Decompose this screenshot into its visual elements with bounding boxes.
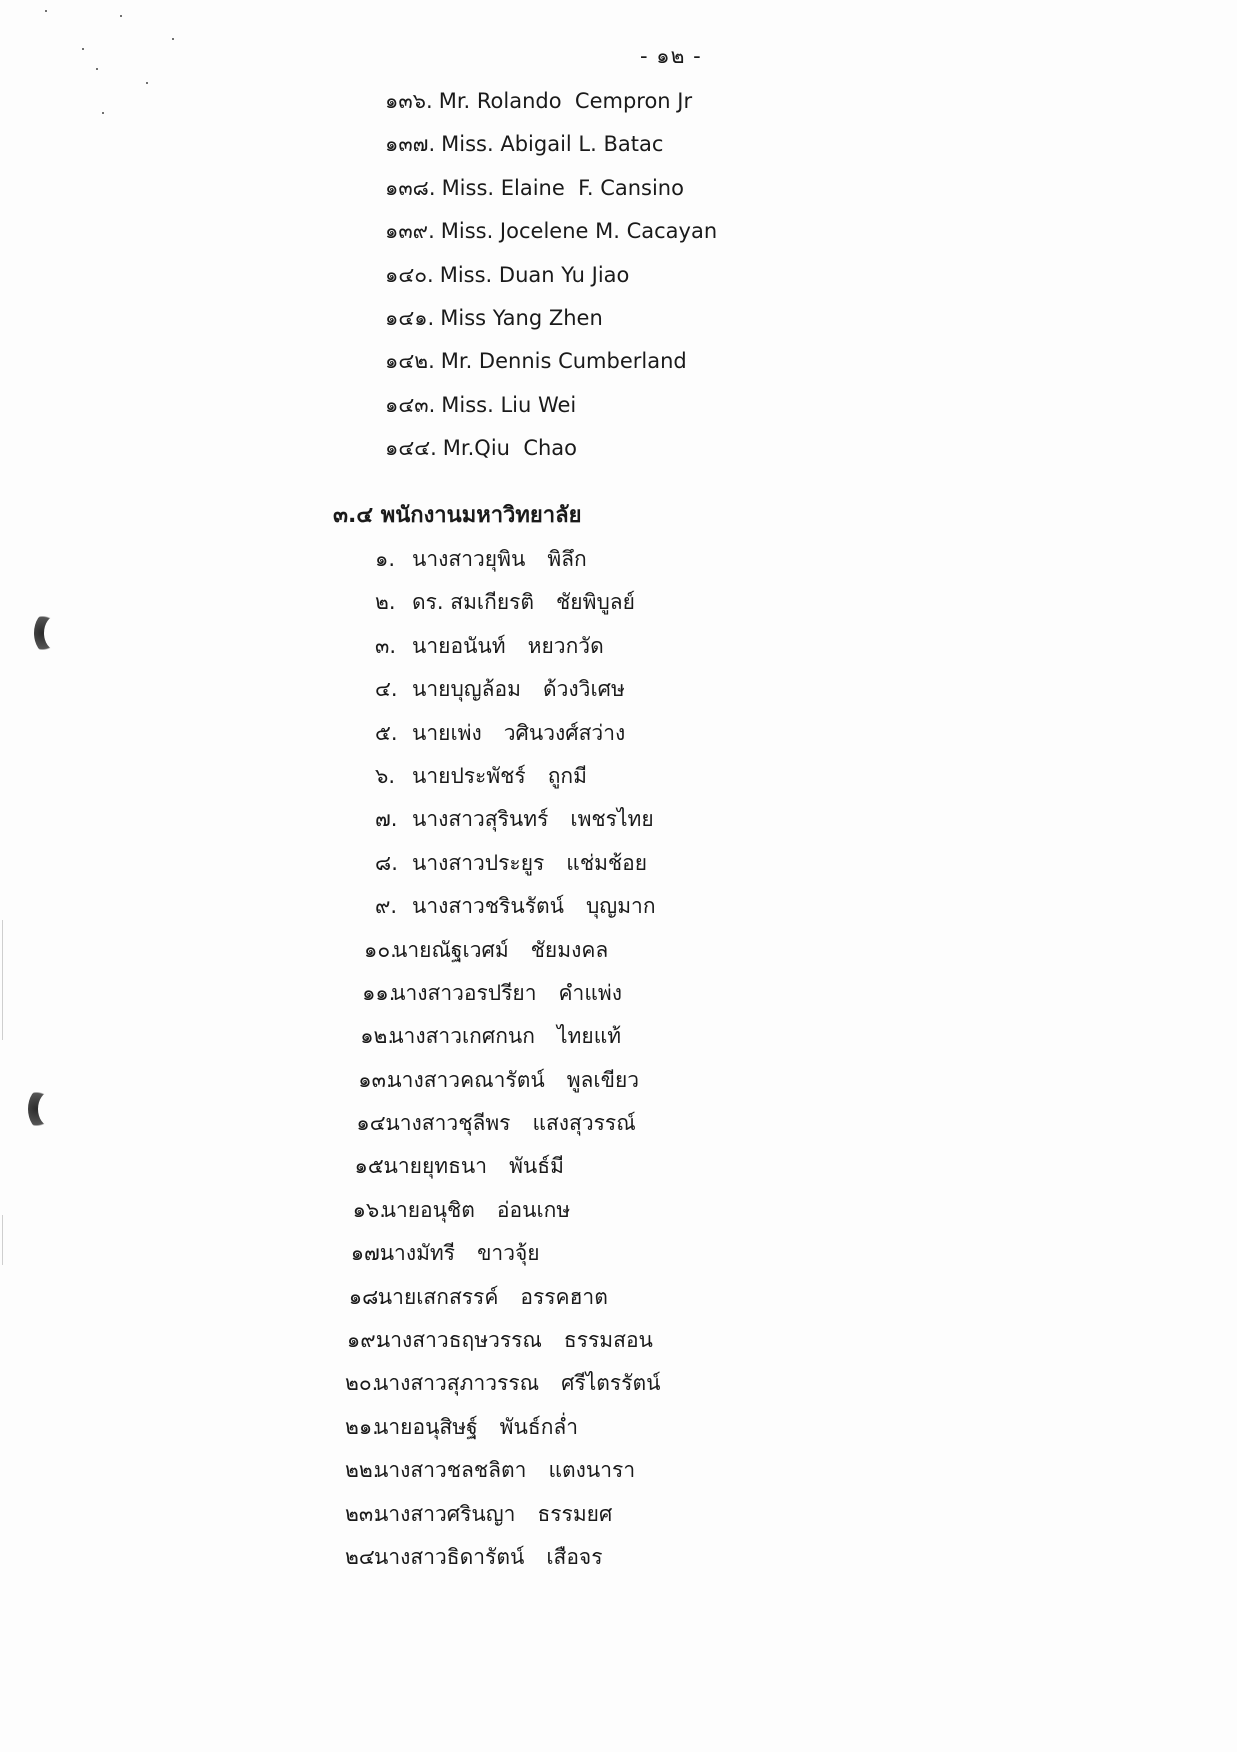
list-item <box>385 210 717 253</box>
list-item <box>385 340 717 383</box>
person-name <box>378 1276 608 1319</box>
person-name: Mr. Dennis Cumberland <box>440 349 687 374</box>
item-number: ๑๕. <box>354 1154 391 1179</box>
given-name: นางมัทรี <box>379 1241 456 1266</box>
given-name: นายบุญล้อม <box>412 677 521 702</box>
item-number: ๗. <box>375 807 398 832</box>
item-number: ๑๓. <box>358 1067 393 1092</box>
item-number: ๑๔๑. <box>385 305 435 330</box>
person-name <box>412 755 587 798</box>
family-name: เสือจร <box>546 1544 603 1569</box>
given-name: นายเสกสรรค์ <box>377 1284 499 1309</box>
person-name <box>384 1145 564 1188</box>
family-name: ธรรมสอน <box>563 1328 653 1353</box>
person-name <box>412 581 635 624</box>
item-number: ๑๓๘. <box>385 175 436 200</box>
item-number: ๓. <box>375 633 397 658</box>
scan-speck <box>82 48 84 50</box>
list-item <box>385 254 717 297</box>
family-name: ขาวจุ้ย <box>477 1241 540 1266</box>
item-number: ๑๔๐. <box>385 262 434 287</box>
family-name: ไทยแท้ <box>557 1024 622 1049</box>
given-name: นางสาวศรินญา <box>374 1501 516 1526</box>
given-name: นางสาวยุพิน <box>412 547 526 571</box>
scan-speck <box>172 38 174 40</box>
person-name: Mr. Rolando Cempron Jr <box>438 89 693 113</box>
list-item <box>385 167 717 210</box>
family-name: ศรีไตรรัตน์ <box>561 1371 661 1396</box>
item-number: ๒. <box>375 590 396 615</box>
person-name <box>412 798 654 841</box>
given-name: นางสาวชุลีพร <box>385 1111 511 1136</box>
item-number: ๒๑. <box>345 1414 379 1439</box>
item-number: ๔. <box>375 677 398 702</box>
scan-speck <box>120 15 122 17</box>
person-name <box>387 1059 639 1102</box>
scan-edge-line <box>2 920 3 1040</box>
item-number: ๑๔๔. <box>385 436 437 461</box>
given-name: นางสาวชลชลิตา <box>374 1458 527 1483</box>
item-number: ๒๐. <box>345 1371 379 1396</box>
given-name: นางสาวธิดารัตน์ <box>374 1544 525 1569</box>
scan-speck <box>45 10 47 12</box>
person-name: Miss. Abigail L. Batac <box>441 132 664 157</box>
family-name: หยวกวัด <box>527 633 604 658</box>
list-item <box>385 427 717 470</box>
list-item <box>385 297 717 340</box>
item-number: ๑๓๗. <box>385 132 436 157</box>
person-name <box>412 668 625 711</box>
item-number: ๖. <box>375 763 396 788</box>
given-name: นายอนันท์ <box>412 633 506 658</box>
item-number: ๑๔๓. <box>385 392 436 417</box>
given-name: นางสาวอรปรียา <box>391 980 537 1005</box>
person-name <box>412 842 647 885</box>
family-name: ถูกมี <box>547 763 587 788</box>
person-name: Miss. Liu Wei <box>441 392 577 417</box>
given-name: นางสาวชรินรัตน์ <box>412 894 564 919</box>
family-name: ด้วงวิเศษ <box>543 677 625 702</box>
item-number: ๑๖. <box>352 1197 386 1222</box>
family-name: ชัยพิบูลย์ <box>556 590 635 615</box>
person-name <box>412 625 604 668</box>
family-name: วศินวงศ์สว่าง <box>503 720 626 745</box>
scan-speck <box>146 82 148 84</box>
person-name <box>376 1319 653 1362</box>
given-name: นางสาวคณารัตน์ <box>387 1067 545 1092</box>
punch-hole-mark <box>34 612 62 654</box>
item-number: ๑๔๒. <box>385 349 435 374</box>
family-name: แสงสุวรรณ์ <box>532 1111 636 1136</box>
person-name <box>374 1406 578 1449</box>
person-name <box>374 1362 660 1405</box>
given-name: นางสาวธฤษวรรณ <box>375 1328 542 1353</box>
person-name: Miss. Elaine F. Cansino <box>441 175 684 200</box>
scan-speck <box>102 112 104 114</box>
person-name <box>374 1449 635 1492</box>
family-name: ชัยมงคล <box>530 937 609 962</box>
family-name: อ่อนเกษ <box>496 1197 571 1222</box>
person-name <box>382 1189 571 1232</box>
person-name <box>412 712 625 755</box>
family-name: พันธ์กล่ำ <box>499 1414 579 1439</box>
item-number: ๑๓๙. <box>385 219 435 244</box>
person-name <box>391 972 622 1015</box>
person-name: Miss. Jocelene M. Cacayan <box>440 219 718 244</box>
family-name: คำแพ่ง <box>558 980 622 1005</box>
page-number: - ๑๒ - <box>640 44 702 68</box>
person-name <box>380 1232 540 1275</box>
item-number: ๑๒. <box>360 1024 395 1049</box>
given-name: นายยุทธนา <box>383 1154 488 1179</box>
scan-edge-line <box>2 1215 3 1265</box>
given-name: นางสาวเกศกนก <box>389 1024 535 1049</box>
item-number: ๑๑. <box>362 980 396 1005</box>
item-number: ๑๘. <box>348 1284 386 1309</box>
person-name: Mr.Qiu Chao <box>442 436 578 461</box>
list-item <box>385 80 717 123</box>
item-number: ๑๐. <box>364 937 397 962</box>
family-name: พิลึก <box>547 547 587 571</box>
item-number: ๑๔. <box>356 1111 393 1136</box>
foreign-staff-list <box>385 80 717 471</box>
item-number: ๑๓๖. <box>385 89 433 113</box>
given-name: นายณัฐเวศม์ <box>393 937 509 962</box>
family-name: แตงนารา <box>548 1458 636 1483</box>
item-number: ๒๔. <box>345 1544 382 1569</box>
family-name: บุญมาก <box>585 894 656 919</box>
person-name <box>389 1015 621 1058</box>
person-name: Miss. Duan Yu Jiao <box>439 262 630 287</box>
item-number: ๙. <box>375 894 398 919</box>
family-name: ธรรมยศ <box>537 1501 613 1526</box>
person-name <box>374 1536 603 1579</box>
given-name: นายประพัชร์ <box>412 763 526 788</box>
person-name <box>412 538 587 581</box>
given-name: นายเพ่ง <box>412 720 482 745</box>
section-title: ๓.๔ พนักงานมหาวิทยาลัย <box>333 503 582 528</box>
item-number: ๒๓. <box>345 1501 380 1526</box>
person-name <box>374 1493 612 1536</box>
person-name <box>393 929 608 972</box>
given-name: นางสาวประยูร <box>412 850 545 875</box>
given-name: นายอนุชิต <box>381 1197 475 1222</box>
family-name: พูลเขียว <box>566 1067 640 1092</box>
scan-speck <box>96 68 98 70</box>
item-number: ๒๒. <box>345 1458 380 1483</box>
person-name: Miss Yang Zhen <box>440 305 603 330</box>
item-number: ๘. <box>375 850 398 875</box>
family-name: อรรคฮาต <box>520 1284 608 1309</box>
list-item <box>385 384 717 427</box>
family-name: พันธ์มี <box>509 1154 564 1179</box>
item-number: ๕. <box>375 720 398 745</box>
item-number: ๑๗. <box>350 1241 387 1266</box>
family-name: เพชรไทย <box>570 807 654 832</box>
given-name: ดร. สมเกียรติ <box>412 590 535 615</box>
punch-hole-mark <box>28 1088 56 1130</box>
given-name: นายอนุสิษฐ์ <box>374 1414 478 1439</box>
given-name: นางสาวสุภาวรรณ <box>374 1371 540 1396</box>
list-item <box>385 123 717 166</box>
person-name <box>412 885 656 928</box>
given-name: นางสาวสุรินทร์ <box>412 807 549 832</box>
person-name <box>385 1102 635 1145</box>
family-name: แช่มช้อย <box>566 850 648 875</box>
item-number: ๑. <box>375 547 396 571</box>
item-number: ๑๙. <box>346 1328 383 1353</box>
